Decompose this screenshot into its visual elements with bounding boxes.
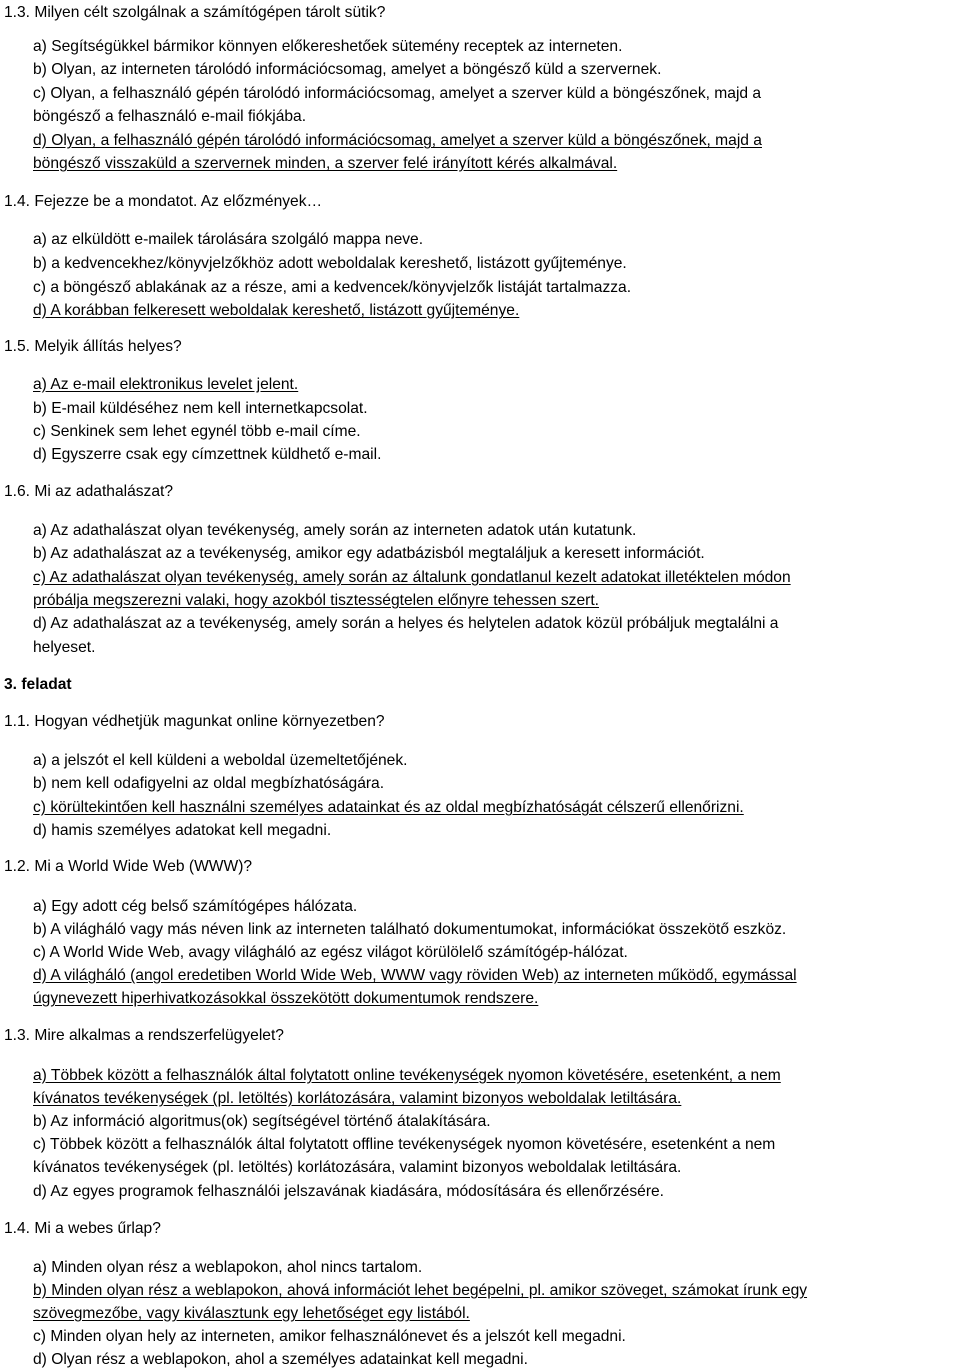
answer-option: a) Minden olyan rész a weblapokon, ahol nincs tartalom. <box>33 1259 423 1276</box>
question-title: 1.1. Hogyan védhetjük magunkat online környezetben? <box>4 713 385 730</box>
correct-answer-option: próbálja megszerezni valaki, hogy azokból tisztességtelen előnyre tehessen szert. <box>33 592 600 609</box>
correct-answer-option: kívánatos tevékenységek (pl. letöltés) korlátozására, valamint bizonyos weboldalak letiltására. <box>33 1090 682 1107</box>
answer-option: c) Senkinek sem lehet egynél több e-mail címe. <box>33 423 361 440</box>
correct-answer-option: d) A világháló (angol eredetiben World Wide Web, WWW vagy röviden Web) az interneten működő, egymással <box>33 967 797 984</box>
correct-answer-option: a) Többek között a felhasználók által folytatott online tevékenységek nyomon követésére, esetenként, a nem <box>33 1067 781 1084</box>
answer-option: b) E-mail küldéséhez nem kell internetkapcsolat. <box>33 400 368 417</box>
answer-option: c) A World Wide Web, avagy világháló az egész világot körülölelő számítógép-hálózat. <box>33 944 628 961</box>
answer-option: helyeset. <box>33 639 96 656</box>
answer-option: d) Egyszerre csak egy címzettnek küldhető e-mail. <box>33 446 382 463</box>
answer-option: d) Az adathalászat az a tevékenység, amely során a helyes és helytelen adatok közül próbáljuk megtalálni a <box>33 615 779 632</box>
answer-option: b) A világháló vagy más néven link az interneten található dokumentumokat, információkat összekötő eszköz. <box>33 921 787 938</box>
answer-option: c) Minden olyan hely az interneten, amikor felhasználónevet és a jelszót kell megadni. <box>33 1328 626 1345</box>
answer-option: d) hamis személyes adatokat kell megadni. <box>33 822 332 839</box>
question-title: 1.4. Fejezze be a mondatot. Az előzmények… <box>4 193 323 210</box>
correct-answer-option: böngésző visszaküld a szervernek minden, a szerver felé irányított kérés alkalmával. <box>33 155 618 172</box>
answer-option: b) nem kell odafigyelni az oldal megbízhatóságára. <box>33 775 385 792</box>
correct-answer-option: c) körültekintően kell használni személyes adatainkat és az oldal megbízhatóságát célszerű ellenőrizni. <box>33 799 744 816</box>
question-title: 1.3. Mire alkalmas a rendszerfelügyelet? <box>4 1027 284 1044</box>
section-heading: 3. feladat <box>4 676 72 693</box>
question-title: 1.4. Mi a webes űrlap? <box>4 1220 161 1237</box>
answer-option: c) Többek között a felhasználók által folytatott offline tevékenységek nyomon követésére, esetenként a nem <box>33 1136 776 1153</box>
question-title: 1.5. Melyik állítás helyes? <box>4 338 182 355</box>
answer-option: b) a kedvencekhez/könyvjelzőkhöz adott weboldalak kereshető, listázott gyűjteménye. <box>33 255 627 272</box>
answer-option: b) Az információ algoritmus(ok) segítségével történő átalakítására. <box>33 1113 491 1130</box>
correct-answer-option: b) Minden olyan rész a weblapokon, ahová információt lehet begépelni, pl. amikor szöveget, számokat írunk egy <box>33 1282 808 1299</box>
answer-option: b) Olyan, az interneten tárolódó információcsomag, amelyet a böngésző küld a szervernek. <box>33 61 662 78</box>
answer-option: a) az elküldött e-mailek tárolására szolgáló mappa neve. <box>33 231 424 248</box>
answer-option: d) Az egyes programok felhasználói jelszavának kiadására, módosítására és ellenőrzésére. <box>33 1183 665 1200</box>
correct-answer-option: szövegmezőbe, vagy kiválasztunk egy lehetőséget egy listából. <box>33 1305 470 1322</box>
correct-answer-option: d) A korábban felkeresett weboldalak kereshető, listázott gyűjteménye. <box>33 302 520 319</box>
answer-option: a) Egy adott cég belső számítógépes hálózata. <box>33 898 358 915</box>
question-title: 1.2. Mi a World Wide Web (WWW)? <box>4 858 253 875</box>
question-title: 1.3. Milyen célt szolgálnak a számítógépen tárolt sütik? <box>4 4 386 21</box>
correct-answer-option: d) Olyan, a felhasználó gépén tárolódó információcsomag, amelyet a szerver küld a böngészőnek, majd a <box>33 132 762 149</box>
answer-option: kívánatos tevékenységek (pl. letöltés) korlátozására, valamint bizonyos weboldalak letiltására. <box>33 1159 682 1176</box>
correct-answer-option: a) Az e-mail elektronikus levelet jelent. <box>33 376 299 393</box>
answer-option: a) Az adathalászat olyan tevékenység, amely során az interneten adatok után kutatunk. <box>33 522 637 539</box>
question-title: 1.6. Mi az adathalászat? <box>4 483 174 500</box>
answer-option: c) Olyan, a felhasználó gépén tárolódó információcsomag, amelyet a szerver küld a böngészőnek, majd a <box>33 85 762 102</box>
answer-option: böngésző a felhasználó e-mail fiókjába. <box>33 108 307 125</box>
answer-option: c) a böngésző ablakának az a része, ami a kedvencek/könyvjelzők listáját tartalmazza. <box>33 279 632 296</box>
answer-option: d) Olyan rész a weblapokon, ahol a személyes adatainkat kell megadni. <box>33 1351 528 1368</box>
correct-answer-option: c) Az adathalászat olyan tevékenység, amely során az általunk gondatlanul kezelt adatokat illetéktelen módon <box>33 569 791 586</box>
answer-option: a) Segítségükkel bármikor könnyen előkereshetőek sütemény receptek az interneten. <box>33 38 623 55</box>
answer-option: a) a jelszót el kell küldeni a weboldal üzemeltetőjének. <box>33 752 408 769</box>
correct-answer-option: úgynevezett hiperhivatkozásokkal összekötött dokumentumok rendszere. <box>33 990 539 1007</box>
answer-option: b) Az adathalászat az a tevékenység, amikor egy adatbázisból megtaláljuk a keresett információt. <box>33 545 705 562</box>
